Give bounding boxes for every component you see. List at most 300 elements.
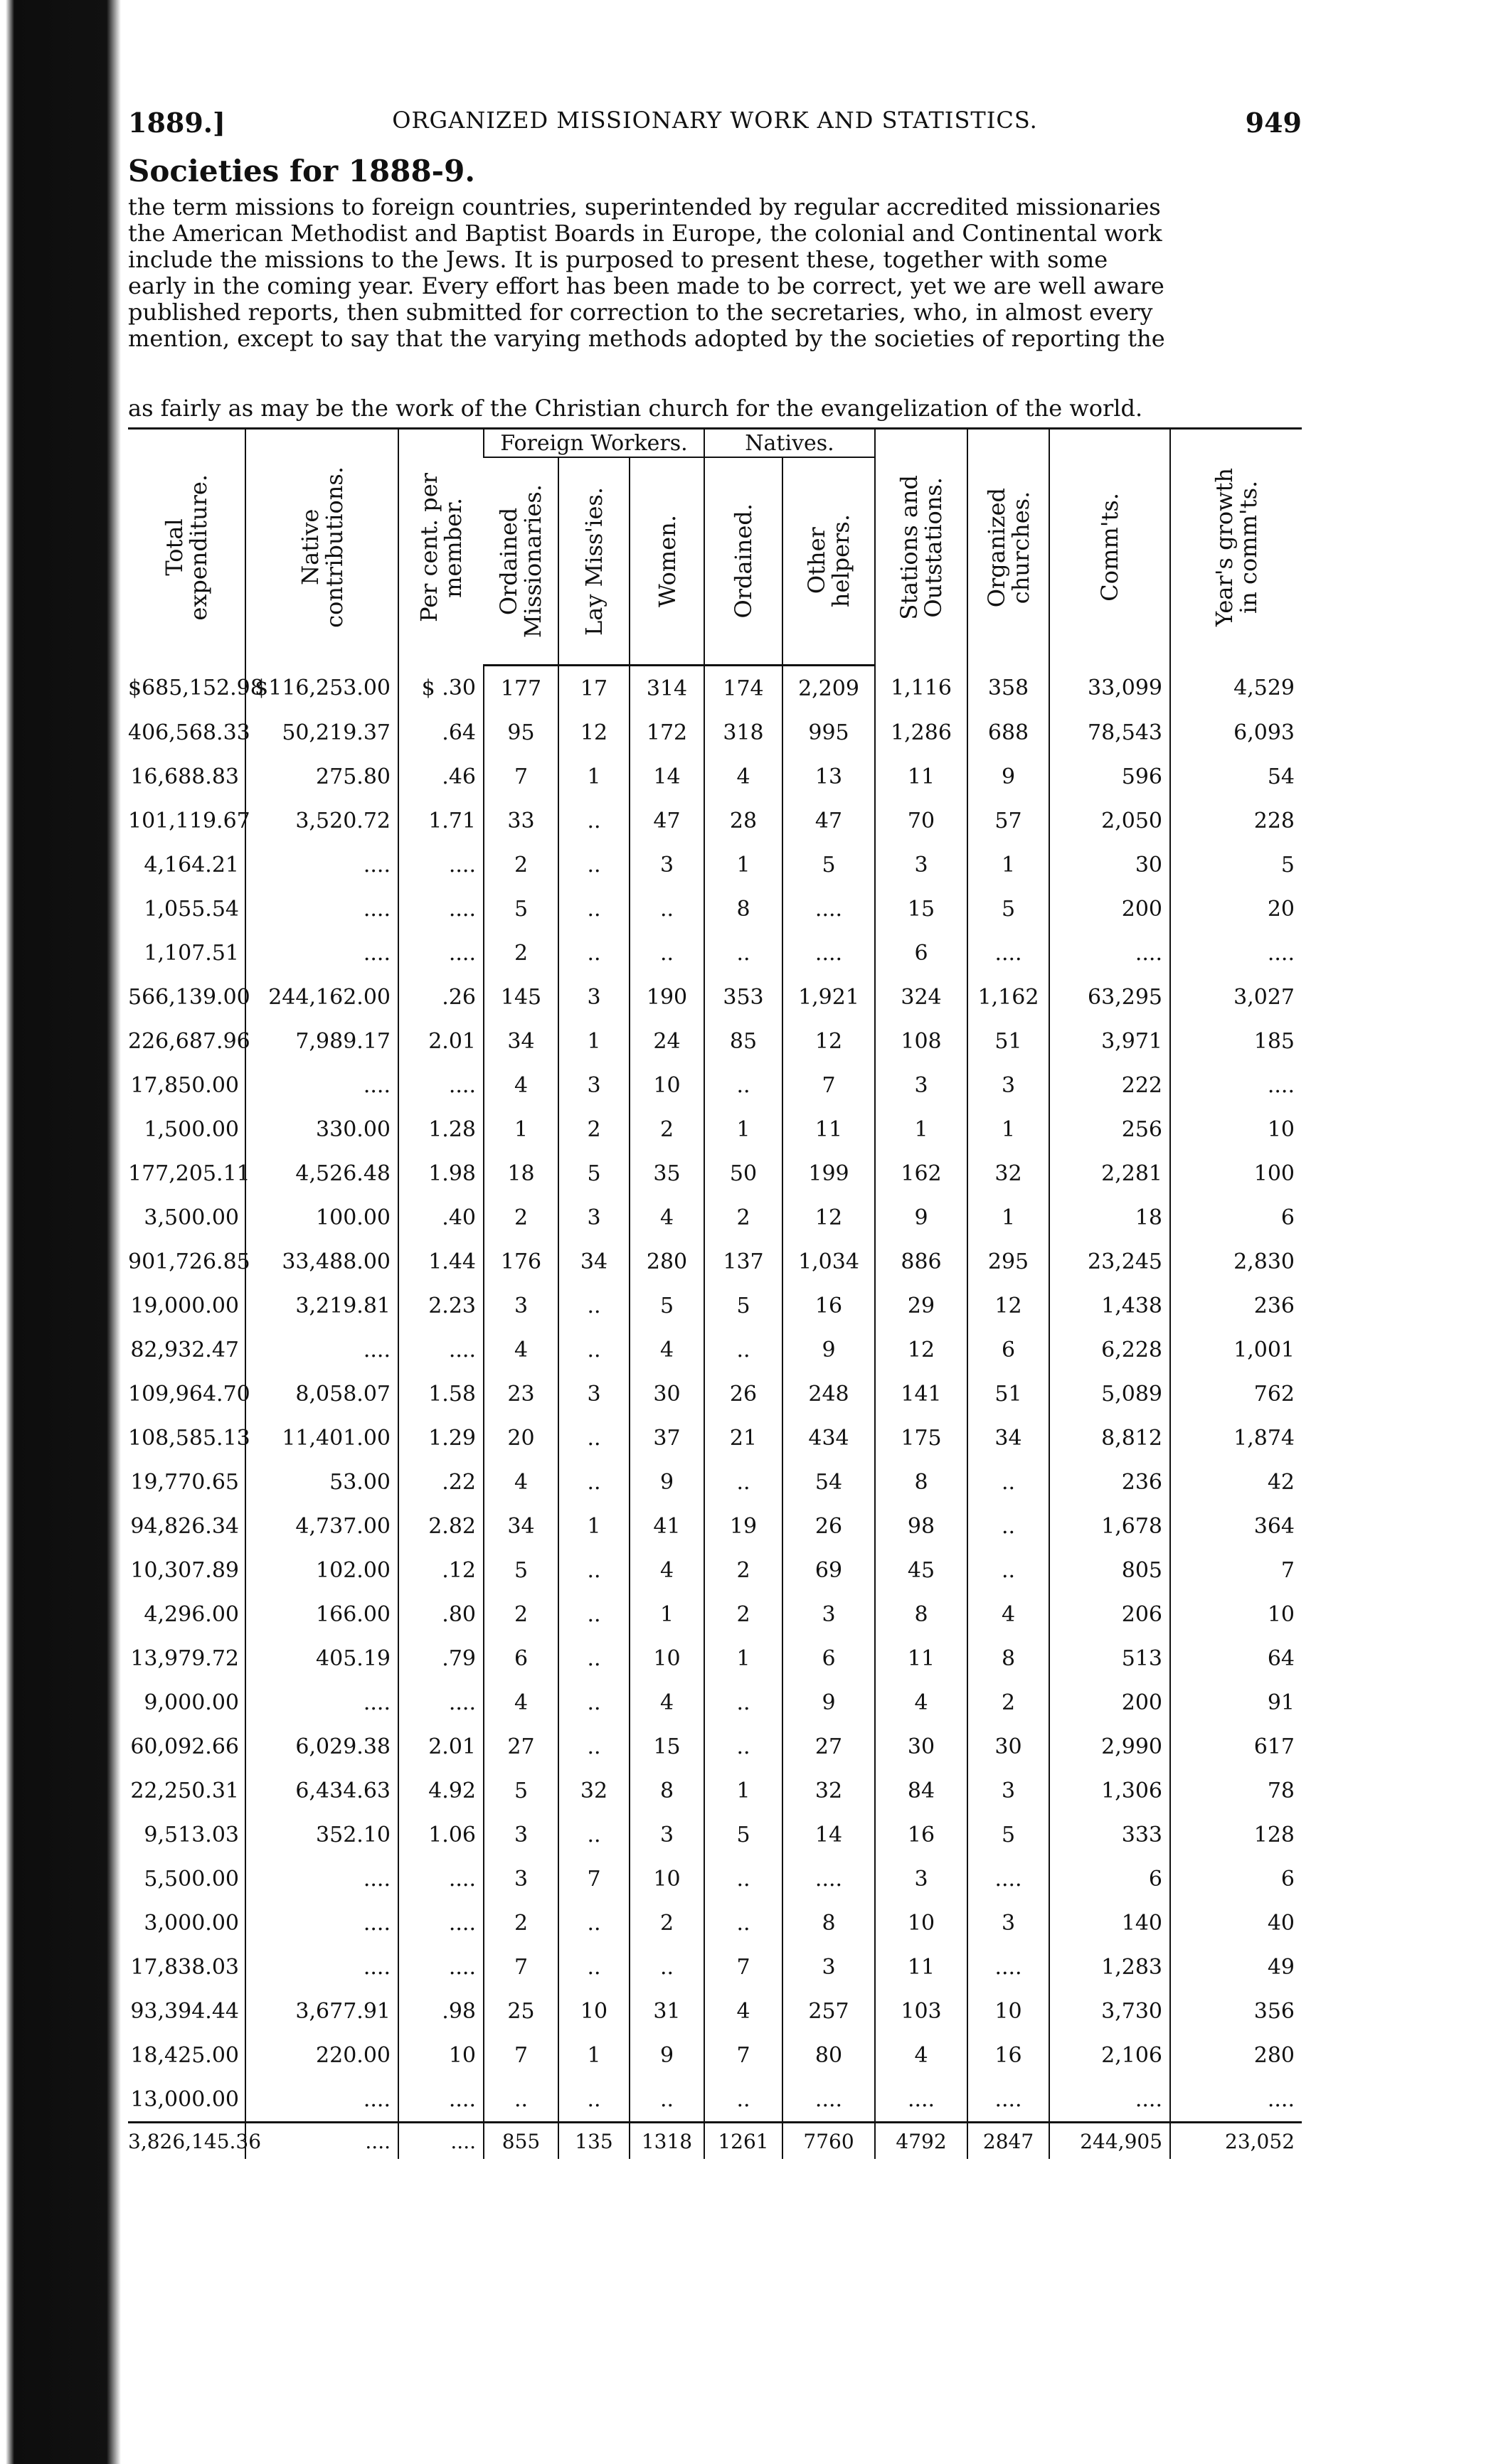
table-cell: 16,688.83	[130, 764, 239, 789]
table-cell: ....	[398, 1680, 484, 1724]
table-cell: 3	[782, 1592, 875, 1636]
table-cell: 20	[484, 1416, 558, 1460]
col-header-stations: Stations and Outstations.	[875, 429, 967, 666]
table-cell: 100	[1170, 1151, 1302, 1195]
table-cell: ..	[558, 1680, 630, 1724]
table-cell: 3	[782, 1945, 875, 1989]
table-cell: 314	[630, 666, 704, 711]
table-cell: 37	[630, 1416, 704, 1460]
table-cell: 3	[967, 1063, 1049, 1107]
table-row	[128, 931, 1302, 975]
table-cell: 3,826,145.36	[128, 2123, 245, 2160]
table-cell: 596	[1049, 754, 1170, 799]
table-cell: 51	[967, 1019, 1049, 1063]
table-cell: 2.23	[398, 1284, 484, 1328]
closing-line: as fairly as may be the work of the Christian church for the evangelization of the world.	[128, 395, 1143, 422]
table-cell: ....	[1170, 2077, 1302, 2123]
table-cell: 5	[782, 843, 875, 887]
table-cell: 11	[875, 1636, 967, 1680]
table-cell: 16	[875, 1813, 967, 1857]
table-cell: 1	[484, 1107, 558, 1151]
table-cell: 16	[782, 1284, 875, 1328]
table-cell: 8,058.07	[245, 1372, 398, 1416]
table-cell: ....	[967, 2077, 1049, 2123]
table-cell: 3	[875, 1857, 967, 1901]
table-cell: 9,513.03	[144, 1822, 239, 1847]
statistics-table	[128, 427, 1302, 2159]
table-row	[128, 2077, 1302, 2123]
table-cell: 220.00	[245, 2033, 398, 2077]
group-header-natives: Natives.	[704, 429, 875, 458]
table-cell: ..	[630, 1945, 704, 1989]
table-cell: 2,209	[782, 666, 875, 711]
col-header-lay-missionaries: Lay Miss'ies.	[558, 457, 630, 666]
table-cell: 1,921	[782, 975, 875, 1019]
intro-line: mention, except to say that the varying methods adopted by the societies of reporting the	[128, 325, 1165, 352]
table-cell: 1	[704, 1769, 782, 1813]
book-spine-shadow	[0, 0, 121, 2464]
intro-line: the American Methodist and Baptist Boards in Europe, the colonial and Continental work	[128, 220, 1162, 247]
table-cell: ....	[782, 931, 875, 975]
table-cell: 70	[875, 799, 967, 843]
table-cell: 177,205.11	[128, 1161, 250, 1186]
table-cell: 248	[782, 1372, 875, 1416]
table-cell: $685,152.98	[128, 675, 264, 700]
table-cell: 64	[1170, 1636, 1302, 1680]
table-cell: 2	[484, 931, 558, 975]
table-cell: ..	[704, 1328, 782, 1372]
table-cell: ..	[704, 1724, 782, 1769]
table-cell: 12	[875, 1328, 967, 1372]
table-cell: 5	[558, 1151, 630, 1195]
table-cell: 12	[782, 1019, 875, 1063]
table-cell: ....	[875, 2077, 967, 2123]
table-row	[128, 1372, 1302, 1416]
table-cell: ....	[398, 843, 484, 887]
table-cell: 2,990	[1049, 1724, 1170, 1769]
table-cell: ..	[558, 799, 630, 843]
table-cell: 172	[630, 710, 704, 754]
table-cell: 174	[704, 666, 782, 711]
table-cell: 11,401.00	[245, 1416, 398, 1460]
table-cell: 13	[782, 754, 875, 799]
table-row	[128, 710, 1302, 754]
table-cell: 318	[704, 710, 782, 754]
table-cell: 1	[967, 843, 1049, 887]
table-cell: 356	[1170, 1989, 1302, 2033]
table-cell: 3,219.81	[245, 1284, 398, 1328]
table-row	[128, 2033, 1302, 2077]
table-cell: 19,770.65	[130, 1469, 239, 1495]
table-cell: 762	[1170, 1372, 1302, 1416]
table-cell: ..	[704, 931, 782, 975]
table-cell: 78,543	[1049, 710, 1170, 754]
table-cell: 53.00	[245, 1460, 398, 1504]
table-cell: 1	[704, 1107, 782, 1151]
table-cell: 140	[1049, 1901, 1170, 1945]
table-cell: 2	[704, 1195, 782, 1239]
table-cell: 6	[1049, 1857, 1170, 1901]
table-cell: 244,162.00	[245, 975, 398, 1019]
table-cell: 101,119.67	[128, 808, 250, 833]
table-cell: 5	[484, 887, 558, 931]
table-cell: ..	[558, 1416, 630, 1460]
table-cell: 26	[782, 1504, 875, 1548]
table-cell: ..	[558, 1460, 630, 1504]
table-cell: 22,250.31	[130, 1778, 239, 1803]
table-cell: ....	[398, 1945, 484, 1989]
table-cell: .22	[398, 1460, 484, 1504]
table-cell: ..	[704, 2077, 782, 2123]
col-header-other-helpers: Other helpers.	[782, 457, 875, 666]
table-cell: 1,034	[782, 1239, 875, 1284]
table-cell: 7,989.17	[245, 1019, 398, 1063]
table-cell: 35	[630, 1151, 704, 1195]
table-cell: 333	[1049, 1813, 1170, 1857]
table-cell: 2	[704, 1592, 782, 1636]
table-cell: 93,394.44	[130, 1998, 239, 2024]
table-cell: 33	[484, 799, 558, 843]
table-cell: 2	[630, 1901, 704, 1945]
table-cell: 19,000.00	[130, 1293, 239, 1318]
table-cell: 84	[875, 1769, 967, 1813]
table-cell: 7	[782, 1063, 875, 1107]
table-cell: 3	[630, 843, 704, 887]
table-cell: 4	[967, 1592, 1049, 1636]
table-cell: 30	[967, 1724, 1049, 1769]
col-header-organized-churches: Organized churches.	[967, 429, 1049, 666]
table-cell: 50,219.37	[245, 710, 398, 754]
table-cell: ..	[704, 1460, 782, 1504]
table-cell: 3,027	[1170, 975, 1302, 1019]
table-cell: ....	[398, 2077, 484, 2123]
table-cell: 10	[398, 2033, 484, 2077]
table-cell: 14	[782, 1813, 875, 1857]
table-cell: 4	[484, 1460, 558, 1504]
table-cell: ....	[245, 1680, 398, 1724]
table-cell: 1	[704, 1636, 782, 1680]
table-cell: ....	[245, 1857, 398, 1901]
table-cell: 4	[704, 754, 782, 799]
table-cell: 6	[782, 1636, 875, 1680]
table-cell: ..	[484, 2077, 558, 2123]
table-row	[128, 1989, 1302, 2033]
table-cell: 7	[1170, 1548, 1302, 1592]
table-cell: 236	[1049, 1460, 1170, 1504]
table-cell: ....	[245, 931, 398, 975]
table-cell: 4	[630, 1680, 704, 1724]
table-cell: ....	[245, 887, 398, 931]
table-cell: 280	[1170, 2033, 1302, 2077]
table-cell: 1,001	[1170, 1328, 1302, 1372]
table-cell: 2,050	[1049, 799, 1170, 843]
table-cell: 353	[704, 975, 782, 1019]
table-cell: 8	[630, 1769, 704, 1813]
table-row	[128, 1769, 1302, 1813]
table-cell: 2.01	[398, 1019, 484, 1063]
table-cell: 18	[1049, 1195, 1170, 1239]
table-cell: 4	[704, 1989, 782, 2033]
table-cell: 256	[1049, 1107, 1170, 1151]
table-cell: ....	[398, 1328, 484, 1372]
table-cell: 23,245	[1049, 1239, 1170, 1284]
intro-line: published reports, then submitted for correction to the secretaries, who, in almost every	[128, 299, 1153, 326]
table-cell: 1	[558, 1019, 630, 1063]
table-cell: 200	[1049, 1680, 1170, 1724]
table-cell: 18	[484, 1151, 558, 1195]
table-cell: 32	[967, 1151, 1049, 1195]
table-cell: 280	[630, 1239, 704, 1284]
group-header-foreign-workers: Foreign Workers.	[484, 429, 704, 458]
table-cell: 1	[558, 2033, 630, 2077]
table-row	[128, 1548, 1302, 1592]
table-cell: 8	[875, 1460, 967, 1504]
table-cell: 78	[1170, 1769, 1302, 1813]
table-cell: 51	[967, 1372, 1049, 1416]
table-cell: 108	[875, 1019, 967, 1063]
table-cell: 23	[484, 1372, 558, 1416]
col-header-women: Women.	[630, 457, 704, 666]
table-cell: 1.06	[398, 1813, 484, 1857]
table-cell: ....	[245, 1945, 398, 1989]
table-cell: 1	[704, 843, 782, 887]
table-cell: ..	[558, 1284, 630, 1328]
table-cell: 28	[704, 799, 782, 843]
table-cell: 47	[782, 799, 875, 843]
table-cell: 10	[630, 1063, 704, 1107]
table-cell: ....	[782, 1857, 875, 1901]
table-cell: 617	[1170, 1724, 1302, 1769]
table-cell: 33,488.00	[245, 1239, 398, 1284]
table-cell: 2	[484, 843, 558, 887]
table-cell: 13,000.00	[130, 2086, 239, 2112]
table-cell: 9	[782, 1680, 875, 1724]
table-cell: 4792	[875, 2123, 967, 2160]
table-cell: 82,932.47	[130, 1337, 239, 1362]
table-cell: ....	[245, 1328, 398, 1372]
table-cell: ..	[967, 1548, 1049, 1592]
table-cell: 32	[782, 1769, 875, 1813]
table-cell: 17,838.03	[130, 1954, 239, 1980]
table-cell: 24	[630, 1019, 704, 1063]
intro-paragraph	[128, 194, 1302, 352]
table-cell: .12	[398, 1548, 484, 1592]
intro-line: the term missions to foreign countries, superintended by regular accredited missionaries	[128, 193, 1161, 220]
table-cell: ....	[967, 931, 1049, 975]
table-cell: 406,568.33	[128, 720, 250, 745]
table-cell: 30	[1049, 843, 1170, 887]
table-cell: 34	[484, 1504, 558, 1548]
table-cell: 1.29	[398, 1416, 484, 1460]
table-row	[128, 1239, 1302, 1284]
intro-line: include the missions to the Jews. It is purposed to present these, together with some	[128, 246, 1108, 273]
table-cell: 4,529	[1170, 666, 1302, 711]
table-cell: 31	[630, 1989, 704, 2033]
table-cell: 15	[875, 887, 967, 931]
table-cell: 17,850.00	[130, 1072, 239, 1098]
table-cell: 855	[484, 2123, 558, 2160]
table-cell: ..	[558, 1945, 630, 1989]
table-cell: 16	[967, 2033, 1049, 2077]
table-cell: 1318	[630, 2123, 704, 2160]
table-cell: ....	[782, 887, 875, 931]
table-cell: 185	[1170, 1019, 1302, 1063]
table-cell: ..	[630, 931, 704, 975]
table-cell: 69	[782, 1548, 875, 1592]
table-cell: 1,678	[1049, 1504, 1170, 1548]
table-cell: 3	[967, 1901, 1049, 1945]
table-cell: ..	[558, 1328, 630, 1372]
table-cell: 47	[630, 799, 704, 843]
table-cell: ..	[558, 1592, 630, 1636]
table-cell: 5	[704, 1284, 782, 1328]
table-cell: ....	[1049, 931, 1170, 975]
table-cell: 688	[967, 710, 1049, 754]
table-cell: 3	[875, 1063, 967, 1107]
table-cell: 162	[875, 1151, 967, 1195]
table-row	[128, 1195, 1302, 1239]
table-cell: ....	[398, 887, 484, 931]
table-cell: 1.58	[398, 1372, 484, 1416]
table-cell: 3	[875, 843, 967, 887]
table-cell: 4,164.21	[144, 852, 239, 878]
table-cell: 25	[484, 1989, 558, 2033]
col-header-total-expenditure: Total expenditure.	[128, 429, 245, 666]
table-cell: 1.28	[398, 1107, 484, 1151]
table-row	[128, 975, 1302, 1019]
table-cell: 5	[484, 1548, 558, 1592]
table-cell: 4	[630, 1328, 704, 1372]
table-cell: 3	[558, 975, 630, 1019]
table-cell: ....	[1049, 2077, 1170, 2123]
table-cell: 98	[875, 1504, 967, 1548]
table-cell: 145	[484, 975, 558, 1019]
table-cell: 49	[1170, 1945, 1302, 1989]
table-cell: 995	[782, 710, 875, 754]
table-cell: 19	[704, 1504, 782, 1548]
table-cell: ....	[245, 1063, 398, 1107]
col-header-ordained-missionaries: Ordained Missionaries.	[484, 457, 558, 666]
table-cell: 30	[875, 1724, 967, 1769]
table-cell: 9	[630, 2033, 704, 2077]
table-cell: 14	[630, 754, 704, 799]
table-row	[128, 1460, 1302, 1504]
table-cell: 9	[630, 1460, 704, 1504]
table-cell: 40	[1170, 1901, 1302, 1945]
table-cell: ....	[782, 2077, 875, 2123]
table-cell: ....	[245, 1901, 398, 1945]
table-cell: 1.44	[398, 1239, 484, 1284]
table-cell: 176	[484, 1239, 558, 1284]
table-row	[128, 1592, 1302, 1636]
table-cell: 8	[875, 1592, 967, 1636]
table-cell: ..	[967, 1504, 1049, 1548]
table-cell: 18,425.00	[130, 2042, 239, 2068]
table-cell: ..	[630, 887, 704, 931]
table-cell: 9	[967, 754, 1049, 799]
table-cell: 434	[782, 1416, 875, 1460]
table-cell: ..	[558, 1548, 630, 1592]
table-cell: ..	[967, 1460, 1049, 1504]
table-row	[128, 1019, 1302, 1063]
table-cell: 27	[484, 1724, 558, 1769]
table-row	[128, 799, 1302, 843]
table-cell: 3	[558, 1195, 630, 1239]
table-row	[128, 1284, 1302, 1328]
table-cell: 2	[484, 1592, 558, 1636]
table-cell: 5	[1170, 843, 1302, 887]
table-cell: 4	[484, 1680, 558, 1724]
page-number: 949	[1245, 107, 1302, 139]
table-row	[128, 1857, 1302, 1901]
table-row	[128, 1813, 1302, 1857]
table-cell: 7760	[782, 2123, 875, 2160]
table-cell: ....	[398, 1063, 484, 1107]
table-cell: 135	[558, 2123, 630, 2160]
table-cell: .80	[398, 1592, 484, 1636]
table-cell: 85	[704, 1019, 782, 1063]
table-cell: 1261	[704, 2123, 782, 2160]
table-cell: 5	[704, 1813, 782, 1857]
page	[128, 107, 1302, 2159]
table-cell: 30	[630, 1372, 704, 1416]
col-header-per-cent: Per cent. per member.	[398, 429, 484, 666]
table-cell: 7	[704, 2033, 782, 2077]
table-cell: 2	[484, 1195, 558, 1239]
table-cell: 3	[558, 1063, 630, 1107]
table-cell: 3	[558, 1372, 630, 1416]
table-cell: 2,830	[1170, 1239, 1302, 1284]
table-cell: 295	[967, 1239, 1049, 1284]
table-cell: 4	[875, 2033, 967, 2077]
table-cell: 8	[782, 1901, 875, 1945]
table-cell: 2.01	[398, 1724, 484, 1769]
table-cell: 2	[704, 1548, 782, 1592]
table-cell: 1	[875, 1107, 967, 1151]
table-cell: ....	[967, 1945, 1049, 1989]
table-cell: 33,099	[1049, 666, 1170, 711]
table-cell: 6	[875, 931, 967, 975]
table-row	[128, 754, 1302, 799]
table-cell: 805	[1049, 1548, 1170, 1592]
table-cell: ....	[398, 1901, 484, 1945]
table-cell: 3	[967, 1769, 1049, 1813]
table-cell: 6	[1170, 1195, 1302, 1239]
table-cell: 1,116	[875, 666, 967, 711]
table-cell: 20	[1170, 887, 1302, 931]
table-cell: 1,500.00	[144, 1116, 239, 1142]
table-cell: ....	[245, 2077, 398, 2123]
col-header-years-growth: Year's growth in comm'ts.	[1170, 429, 1302, 666]
table-cell: 4,737.00	[245, 1504, 398, 1548]
table-cell: 5,089	[1049, 1372, 1170, 1416]
table-cell: 4,526.48	[245, 1151, 398, 1195]
table-cell: 3	[484, 1284, 558, 1328]
table-cell: 177	[484, 666, 558, 711]
table-cell: ..	[704, 1901, 782, 1945]
table-cell: 3,500.00	[144, 1205, 239, 1230]
table-cell: 7	[484, 2033, 558, 2077]
table-cell: .26	[398, 975, 484, 1019]
table-cell: 10	[558, 1989, 630, 2033]
table-cell: ..	[704, 1063, 782, 1107]
table-cell: $ .30	[398, 666, 484, 711]
table-cell: 10	[875, 1901, 967, 1945]
table-cell: ..	[704, 1857, 782, 1901]
table-cell: 109,964.70	[128, 1381, 250, 1407]
table-cell: 103	[875, 1989, 967, 2033]
table-cell: 1	[558, 754, 630, 799]
